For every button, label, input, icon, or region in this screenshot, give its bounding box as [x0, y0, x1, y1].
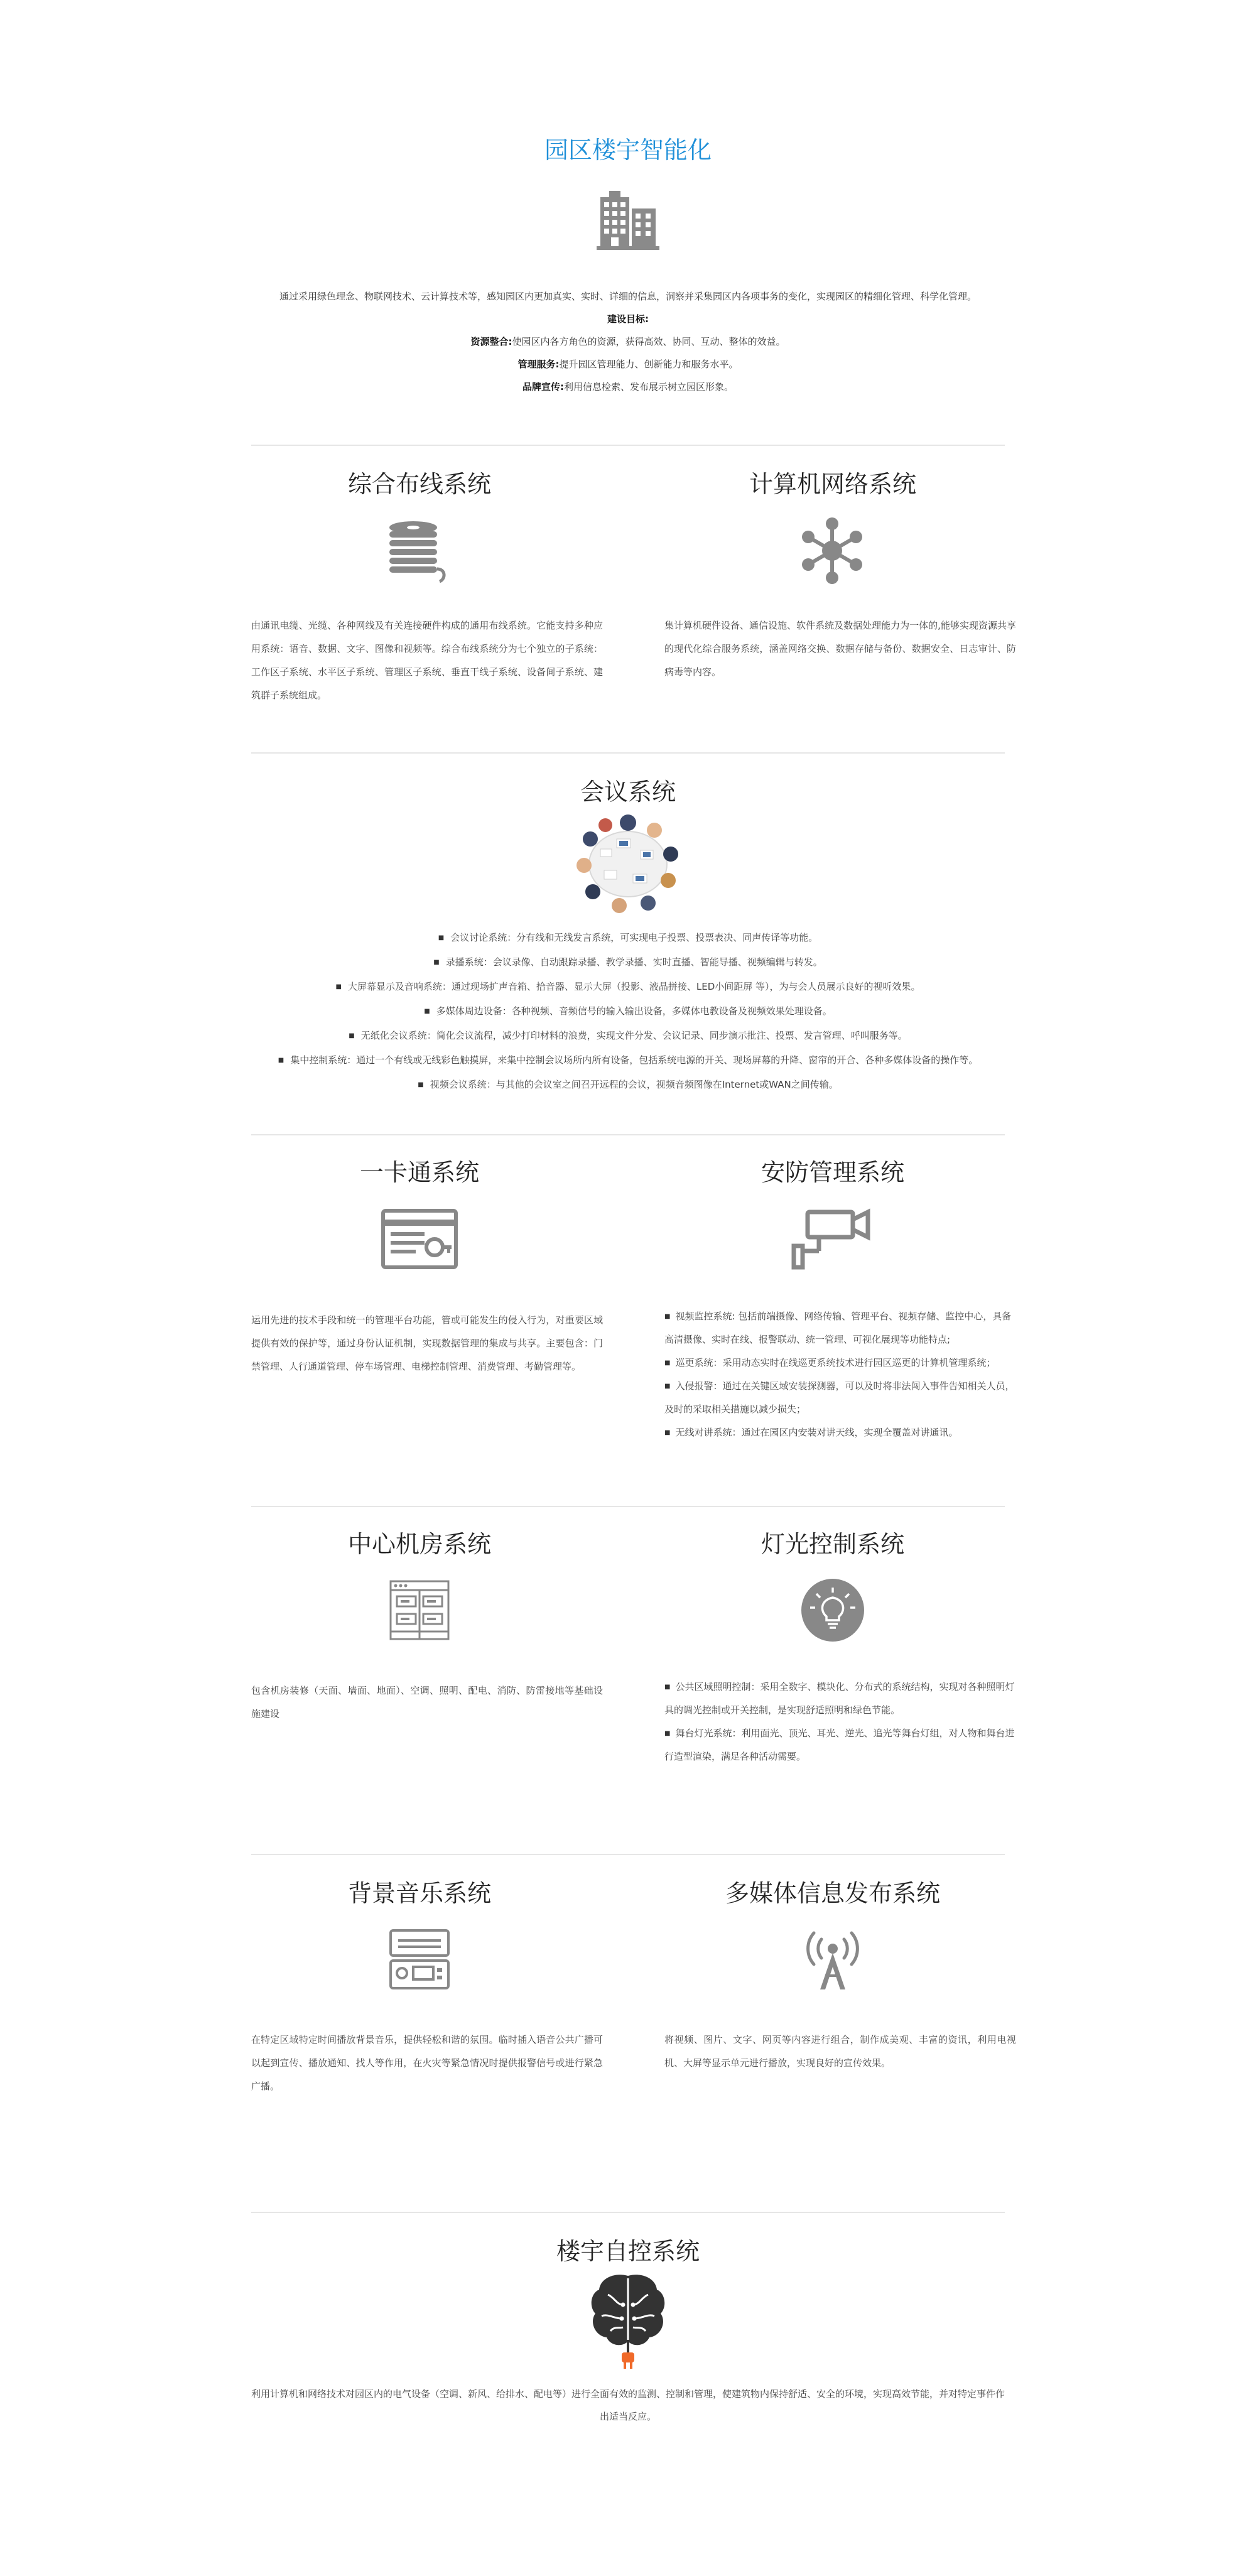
list-item: ■ 巡更系统：采用动态实时在线巡更系统技术进行园区巡更的计算机管理系统；: [664, 1351, 1016, 1375]
list-item: ■ 舞台灯光系统：利用面光、顶光、耳光、逆光、追光等舞台灯组，对人物和舞台进行造型渲染，满足各种活动需要。: [664, 1722, 1016, 1768]
list-item: ■ 视频监控系统: 包括前端摄像、网络传输、管理平台、视频存储、监控中心，具备高清摄像、实时在线、报警联动、统一管理、可视化展现等功能特点;: [664, 1305, 1016, 1351]
goal-branding: 品牌宣传:利用信息检索、发布展示树立园区形象。: [522, 381, 734, 392]
multimedia-text: 将视频、图片、文字、网页等内容进行组合，制作成美观、丰富的资讯，利用电视机、大屏等显示单元进行播放，实现良好的宣传效果。: [664, 2034, 1016, 2069]
network-text: 集计算机硬件设备、通信设施、软件系统及数据处理能力为一体的,能够实现资源共享的现代化综合服务系统，涵盖网络交换、数据存储与备份、数据安全、日志审计、防病毒等内容。: [664, 620, 1016, 678]
security-camera-icon: [789, 1204, 874, 1272]
audio-amplifier-icon: [388, 1927, 451, 1992]
divider: [251, 445, 1005, 446]
intro-description: 通过采用绿色理念、物联网技术、云计算技术等，感知园区内更加真实、实时、详细的信息，洞察并采集园区内各项事务的变化，实现园区的精细化管理、科学化管理。: [279, 291, 977, 302]
building-icon: [593, 182, 663, 252]
lighting-feature-list: [664, 1675, 1016, 1768]
divider: [251, 752, 1005, 754]
list-item: ■ 会议讨论系统：分有线和无线发言系统，可实现电子投票、投票表决、同声传译等功能。: [239, 926, 1017, 950]
light-bulb-icon: [801, 1579, 864, 1642]
list-item: ■ 录播系统：会议录像、自动跟踪录播、教学录播、实时直播、智能导播、视频编辑与转发。: [239, 950, 1017, 975]
list-item: ■ 视频会议系统：与其他的会议室之间召开远程的会议，视频音频图像在Internet或WAN之间传输。: [239, 1073, 1017, 1097]
server-rack-icon: [388, 1579, 451, 1642]
list-item: ■ 大屏幕显示及音响系统：通过现场扩声音箱、拾音器、显示大屏（投影、液晶拼接、LED小间距屏 等），为与会人员展示良好的视听效果。: [239, 975, 1017, 999]
broadcast-tower-icon: [801, 1925, 864, 1992]
list-item: ■ 多媒体周边设备：各种视频、音频信号的输入输出设备，多媒体电教设备及视频效果处理设备。: [239, 999, 1017, 1024]
security-title: 安防管理系统: [761, 1159, 904, 1186]
music-title: 背景音乐系统: [347, 1880, 491, 1907]
lighting-title: 灯光控制系统: [761, 1530, 904, 1558]
cabling-title: 综合布线系统: [347, 470, 491, 498]
meeting-title: 会议系统: [580, 778, 676, 806]
list-item: ■ 公共区域照明控制：采用全数字、模块化、分布式的系统结构，实现对各种照明灯具的调光控制或开关控制，是实现舒适照明和绿色节能。: [664, 1675, 1016, 1722]
meeting-feature-list: [239, 926, 1017, 1097]
list-item: ■ 无纸化会议系统：简化会议流程，减少打印材料的浪费，实现文件分发、会议记录、同步演示批注、投票、发言管理、呼叫服务等。: [239, 1024, 1017, 1048]
divider: [251, 2212, 1005, 2213]
network-title: 计算机网络系统: [749, 470, 916, 498]
datacenter-text: 包含机房装修（天面、墙面、地面）、空调、照明、配电、消防、防雷接地等基础设施建设: [251, 1685, 603, 1719]
divider: [251, 1506, 1005, 1507]
network-hub-icon: [798, 516, 867, 585]
automation-text: 利用计算机和网络技术对园区内的电气设备（空调、新风、给排水、配电等）进行全面有效的监测、控制和管理，使建筑物内保持舒适、安全的环境，实现高效节能，并对特定事件作出适当反应。: [251, 2388, 1005, 2422]
divider: [251, 1854, 1005, 1855]
multimedia-title: 多媒体信息发布系统: [725, 1880, 940, 1907]
datacenter-title: 中心机房系统: [347, 1530, 491, 1558]
card-title: 一卡通系统: [359, 1159, 479, 1186]
list-item: ■ 集中控制系统：通过一个有线或无线彩色触摸屏，来集中控制会议场所内所有设备，包括系统电源的开关、现场屏幕的升降、窗帘的开合、各种多媒体设备的操作等。: [239, 1048, 1017, 1073]
list-item: ■ 入侵报警：通过在关键区域安装探测器，可以及时将非法闯入事件告知相关人员，及时的采取相关措施以减少损失；: [664, 1375, 1016, 1421]
goal-management: 管理服务:提升园区管理能力、创新能力和服务水平。: [517, 359, 739, 370]
access-card-icon: [381, 1208, 458, 1270]
security-feature-list: [664, 1305, 1016, 1444]
list-item: ■ 无线对讲系统：通过在园区内安装对讲天线，实现全覆盖对讲通讯。: [664, 1421, 1016, 1444]
goal-resource: 资源整合:使园区内各方角色的资源，获得高效、协同、互动、整体的效益。: [470, 336, 786, 347]
card-text: 运用先进的技术手段和统一的管理平台功能，管或可能发生的侵入行为，对重要区域提供有效的保护等，通过身份认证机制，实现数据管理的集成与共享。主要包含：门禁管理、人行通道管理、停车场管理、电梯控制管理、消费管理、考勤管理等。: [251, 1314, 603, 1372]
page-title: 园区楼宇智能化: [544, 136, 712, 164]
divider: [251, 1134, 1005, 1135]
cabling-text: 由通讯电缆、光缆、各种网线及有关连接硬件构成的通用布线系统。它能支持多种应用系统：语音、数据、文字、图像和视频等。综合布线系统分为七个独立的子系统：工作区子系统、水平区子系统、管理区子系统、垂直干线子系统、设备间子系统、建筑群子系统组成。: [251, 620, 603, 701]
music-text: 在特定区域特定时间播放背景音乐，提供轻松和谐的氛围。临时插入语音公共广播可以起到宣传、播放通知、找人等作用，在火灾等紧急情况时提供报警信号或进行紧急广播。: [251, 2034, 603, 2092]
automation-title: 楼宇自控系统: [556, 2238, 700, 2265]
conference-table-icon: [573, 814, 683, 914]
brain-plug-icon: [589, 2272, 667, 2373]
cable-spool-icon: [383, 516, 452, 585]
goal-heading: 建设目标:: [607, 313, 649, 325]
